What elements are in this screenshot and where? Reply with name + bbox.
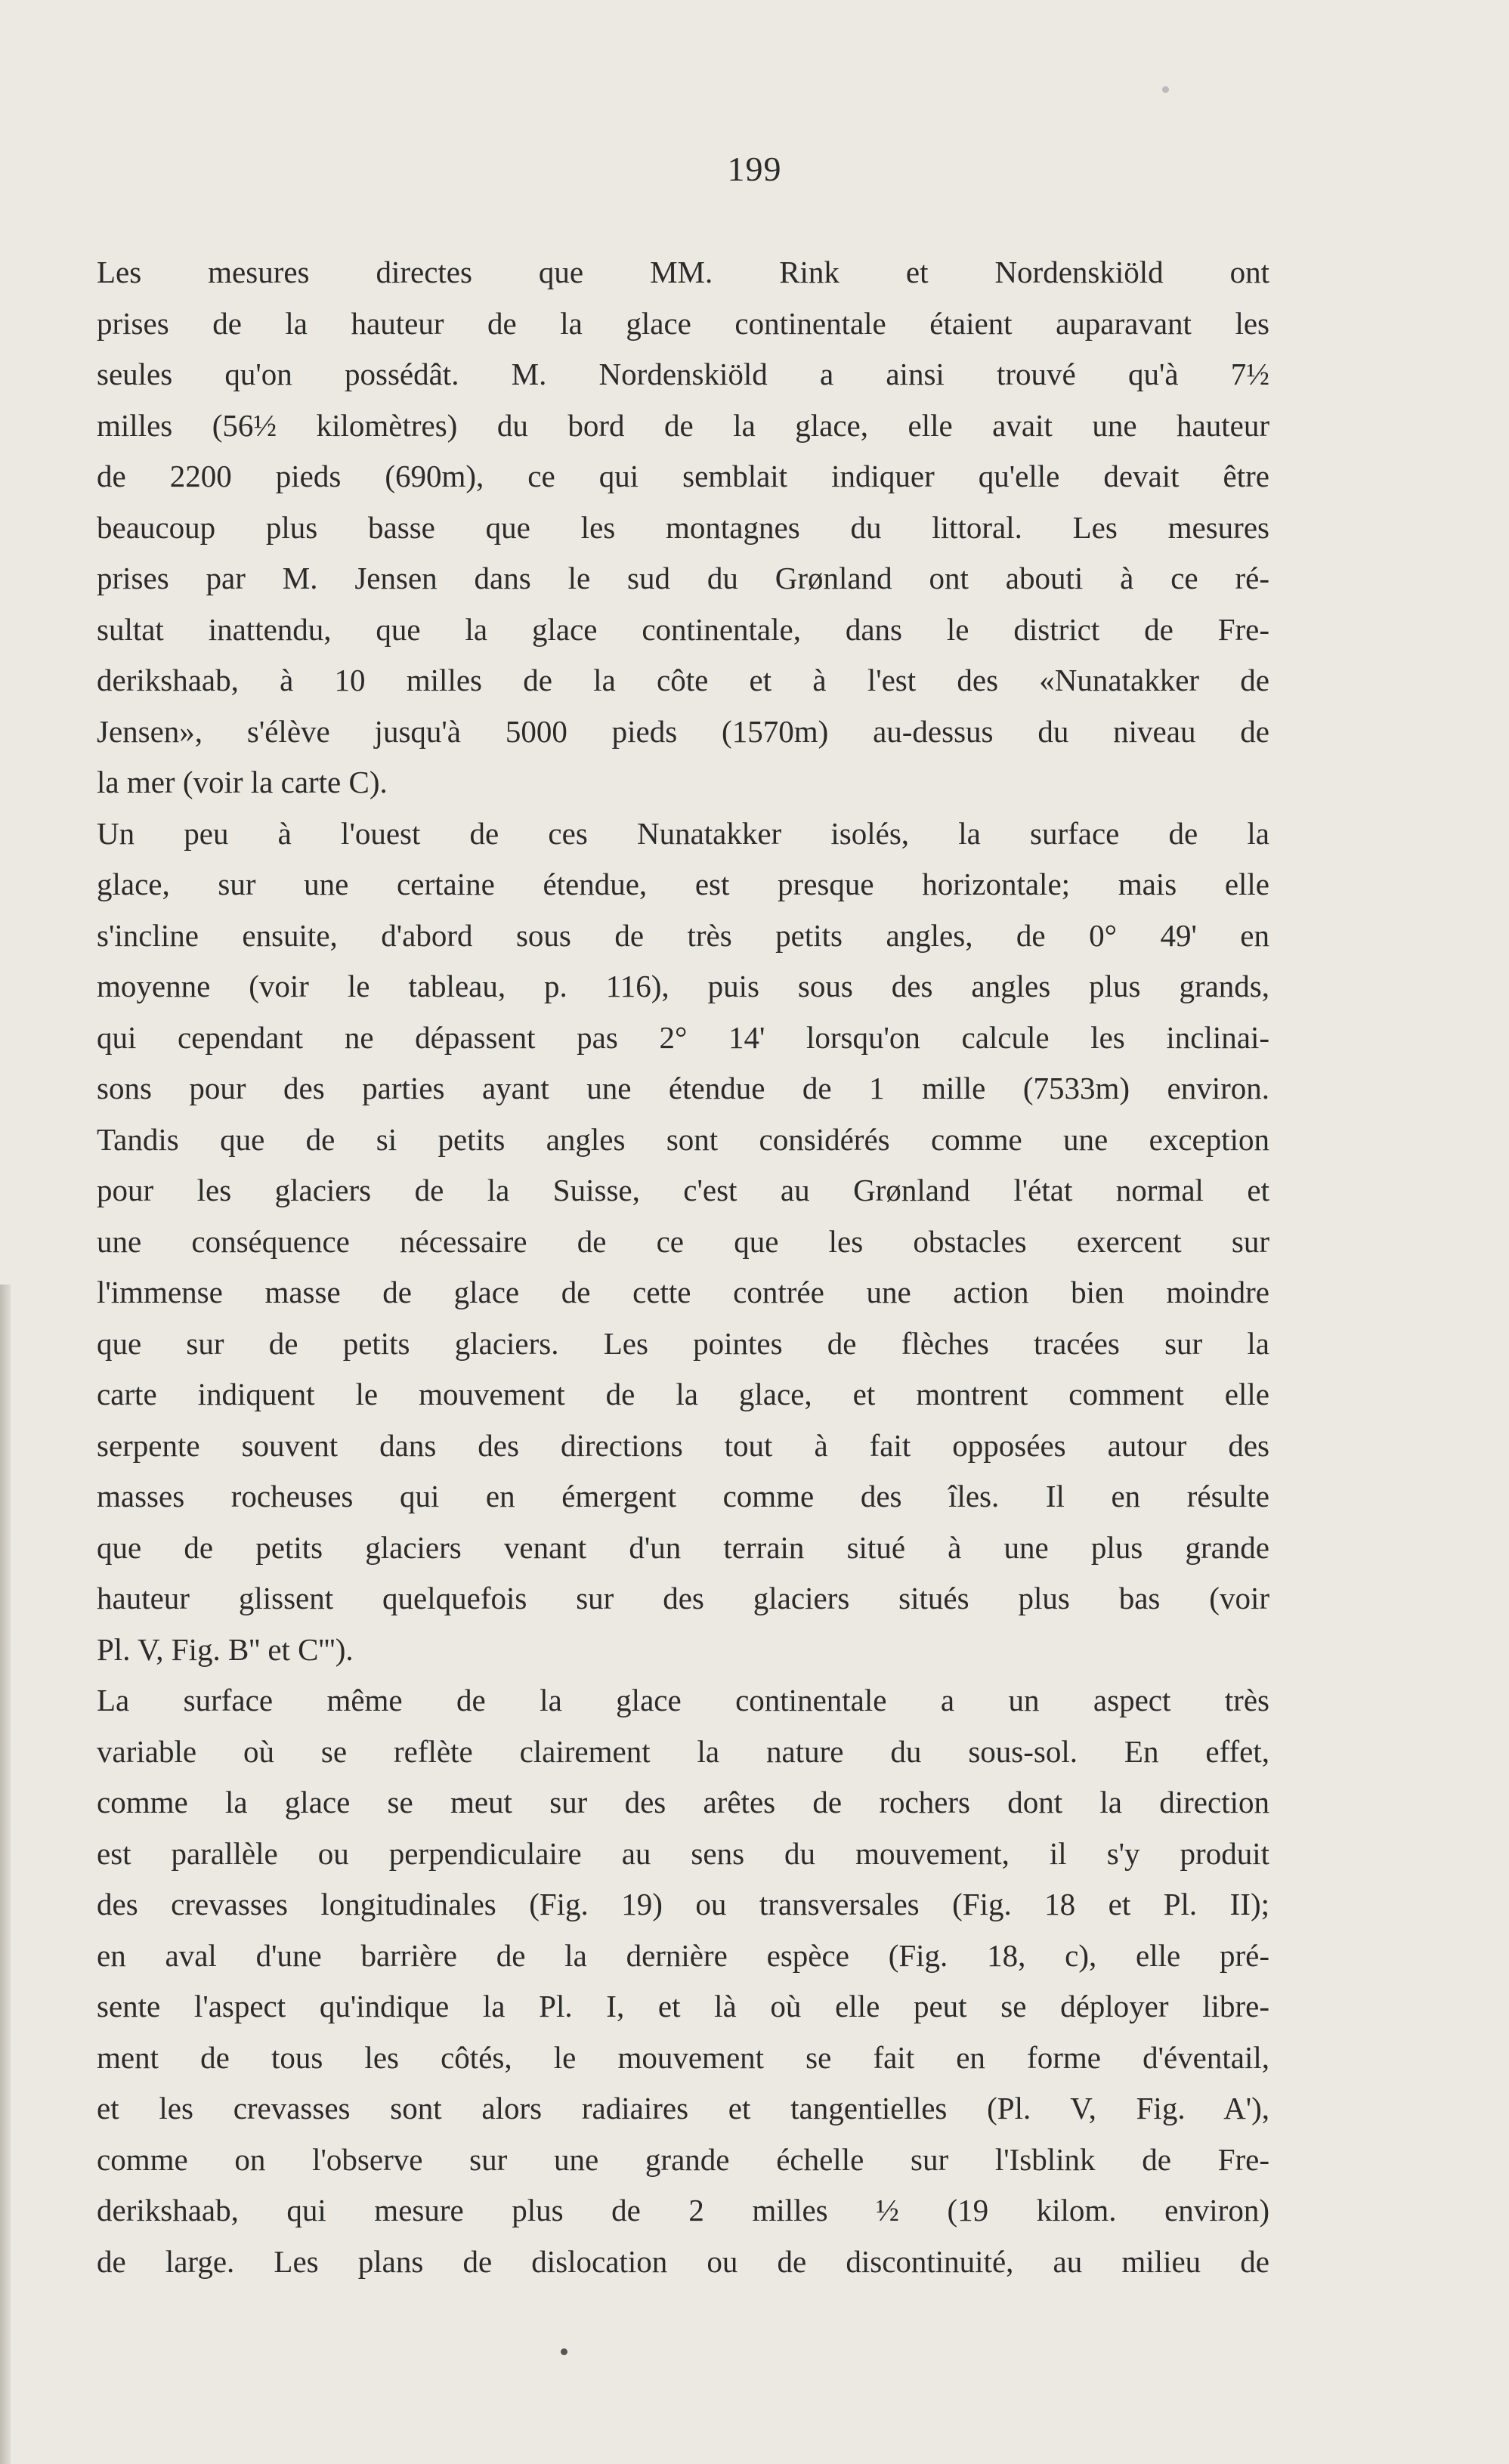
body-text xyxy=(97,247,1269,2287)
text-line: prises par M. Jensen dans le sud du Grønland ont abouti à ce ré- xyxy=(97,561,1269,595)
text-line: la mer (voir la carte C). xyxy=(97,765,388,799)
text-line: carte indiquent le mouvement de la glace, et montrent comment elle xyxy=(97,1377,1269,1411)
text-line: derikshaab, à 10 milles de la côte et à l'est des «Nunatakker de xyxy=(97,663,1269,697)
text-line: prises de la hauteur de la glace continentale étaient auparavant les xyxy=(97,305,1269,341)
text-line: que de petits glaciers venant d'un terrain situé à une plus grande xyxy=(97,1529,1269,1565)
text-line: La surface même de la glace continentale a un aspect très xyxy=(97,1683,1269,1717)
text-line: de 2200 pieds (690m), ce qui semblait indiquer qu'elle devait être xyxy=(97,459,1269,493)
text-line: sente l'aspect qu'indique la Pl. I, et là où elle peut se déployer libre- xyxy=(97,1989,1269,2023)
text-line: comme on l'observe sur une grande échelle sur l'Isblink de Fre- xyxy=(97,2141,1269,2177)
text-line: en aval d'une barrière de la dernière espèce (Fig. 18, c), elle pré- xyxy=(97,1937,1269,1973)
page-number: 199 xyxy=(727,150,782,188)
text-line: variable où se reflète clairement la nature du sous-sol. En effet, xyxy=(97,1733,1269,1769)
text-line: est parallèle ou perpendiculaire au sens du mouvement, il s'y produit xyxy=(97,1835,1269,1871)
speck-mark xyxy=(1162,86,1169,93)
text-line: masses rocheuses qui en émergent comme des îles. Il en résulte xyxy=(97,1479,1269,1513)
text-line: s'incline ensuite, d'abord sous de très petits angles, de 0° 49' en xyxy=(97,917,1269,953)
text-line: l'immense masse de glace de cette contrée une action bien moindre xyxy=(97,1275,1269,1309)
text-line: sons pour des parties ayant une étendue de 1 mille (7533m) environ. xyxy=(97,1071,1269,1105)
text-line: que sur de petits glaciers. Les pointes de flèches tracées sur la xyxy=(97,1325,1269,1361)
page-binding-shadow xyxy=(0,1285,11,2464)
text-line: ment de tous les côtés, le mouvement se fait en forme d'éventail, xyxy=(97,2039,1269,2075)
text-line: Jensen», s'élève jusqu'à 5000 pieds (1570m) au-dessus du niveau de xyxy=(97,713,1269,749)
text-line: une conséquence nécessaire de ce que les obstacles exercent sur xyxy=(97,1223,1269,1259)
text-line: des crevasses longitudinales (Fig. 19) ou transversales (Fig. 18 et Pl. II); xyxy=(97,1887,1269,1921)
text-line: comme la glace se meut sur des arêtes de rochers dont la direction xyxy=(97,1785,1269,1819)
text-line: Les mesures directes que MM. Rink et Nordenskiöld ont xyxy=(97,255,1269,289)
text-line: Un peu à l'ouest de ces Nunatakker isolés, la surface de la xyxy=(97,815,1269,851)
text-line: Pl. V, Fig. B'' et C'''). xyxy=(97,1631,354,1667)
text-line: derikshaab, qui mesure plus de 2 milles ½ (19 kilom. environ) xyxy=(97,2193,1269,2227)
speck-mark xyxy=(561,2348,567,2355)
text-line: serpente souvent dans des directions tout à fait opposées autour des xyxy=(97,1427,1269,1463)
text-line: glace, sur une certaine étendue, est presque horizontale; mais elle xyxy=(97,867,1269,901)
text-line: qui cependant ne dépassent pas 2° 14' lorsqu'on calcule les inclinai- xyxy=(97,1019,1269,1055)
text-line: et les crevasses sont alors radiaires et tangentielles (Pl. V, Fig. A'), xyxy=(97,2091,1269,2125)
text-line: seules qu'on possédât. M. Nordenskiöld a ainsi trouvé qu'à 7½ xyxy=(97,357,1269,391)
text-line: sultat inattendu, que la glace continentale, dans le district de Fre- xyxy=(97,611,1269,647)
text-line: de large. Les plans de dislocation ou de discontinuité, au milieu de xyxy=(97,2243,1269,2279)
text-line: Tandis que de si petits angles sont considérés comme une exception xyxy=(97,1121,1269,1157)
text-line: beaucoup plus basse que les montagnes du littoral. Les mesures xyxy=(97,509,1269,545)
text-line: pour les glaciers de la Suisse, c'est au Grønland l'état normal et xyxy=(97,1173,1269,1207)
text-line: milles (56½ kilomètres) du bord de la glace, elle avait une hauteur xyxy=(97,407,1269,443)
text-line: moyenne (voir le tableau, p. 116), puis sous des angles plus grands, xyxy=(97,969,1269,1003)
text-line: hauteur glissent quelquefois sur des glaciers situés plus bas (voir xyxy=(97,1581,1269,1615)
